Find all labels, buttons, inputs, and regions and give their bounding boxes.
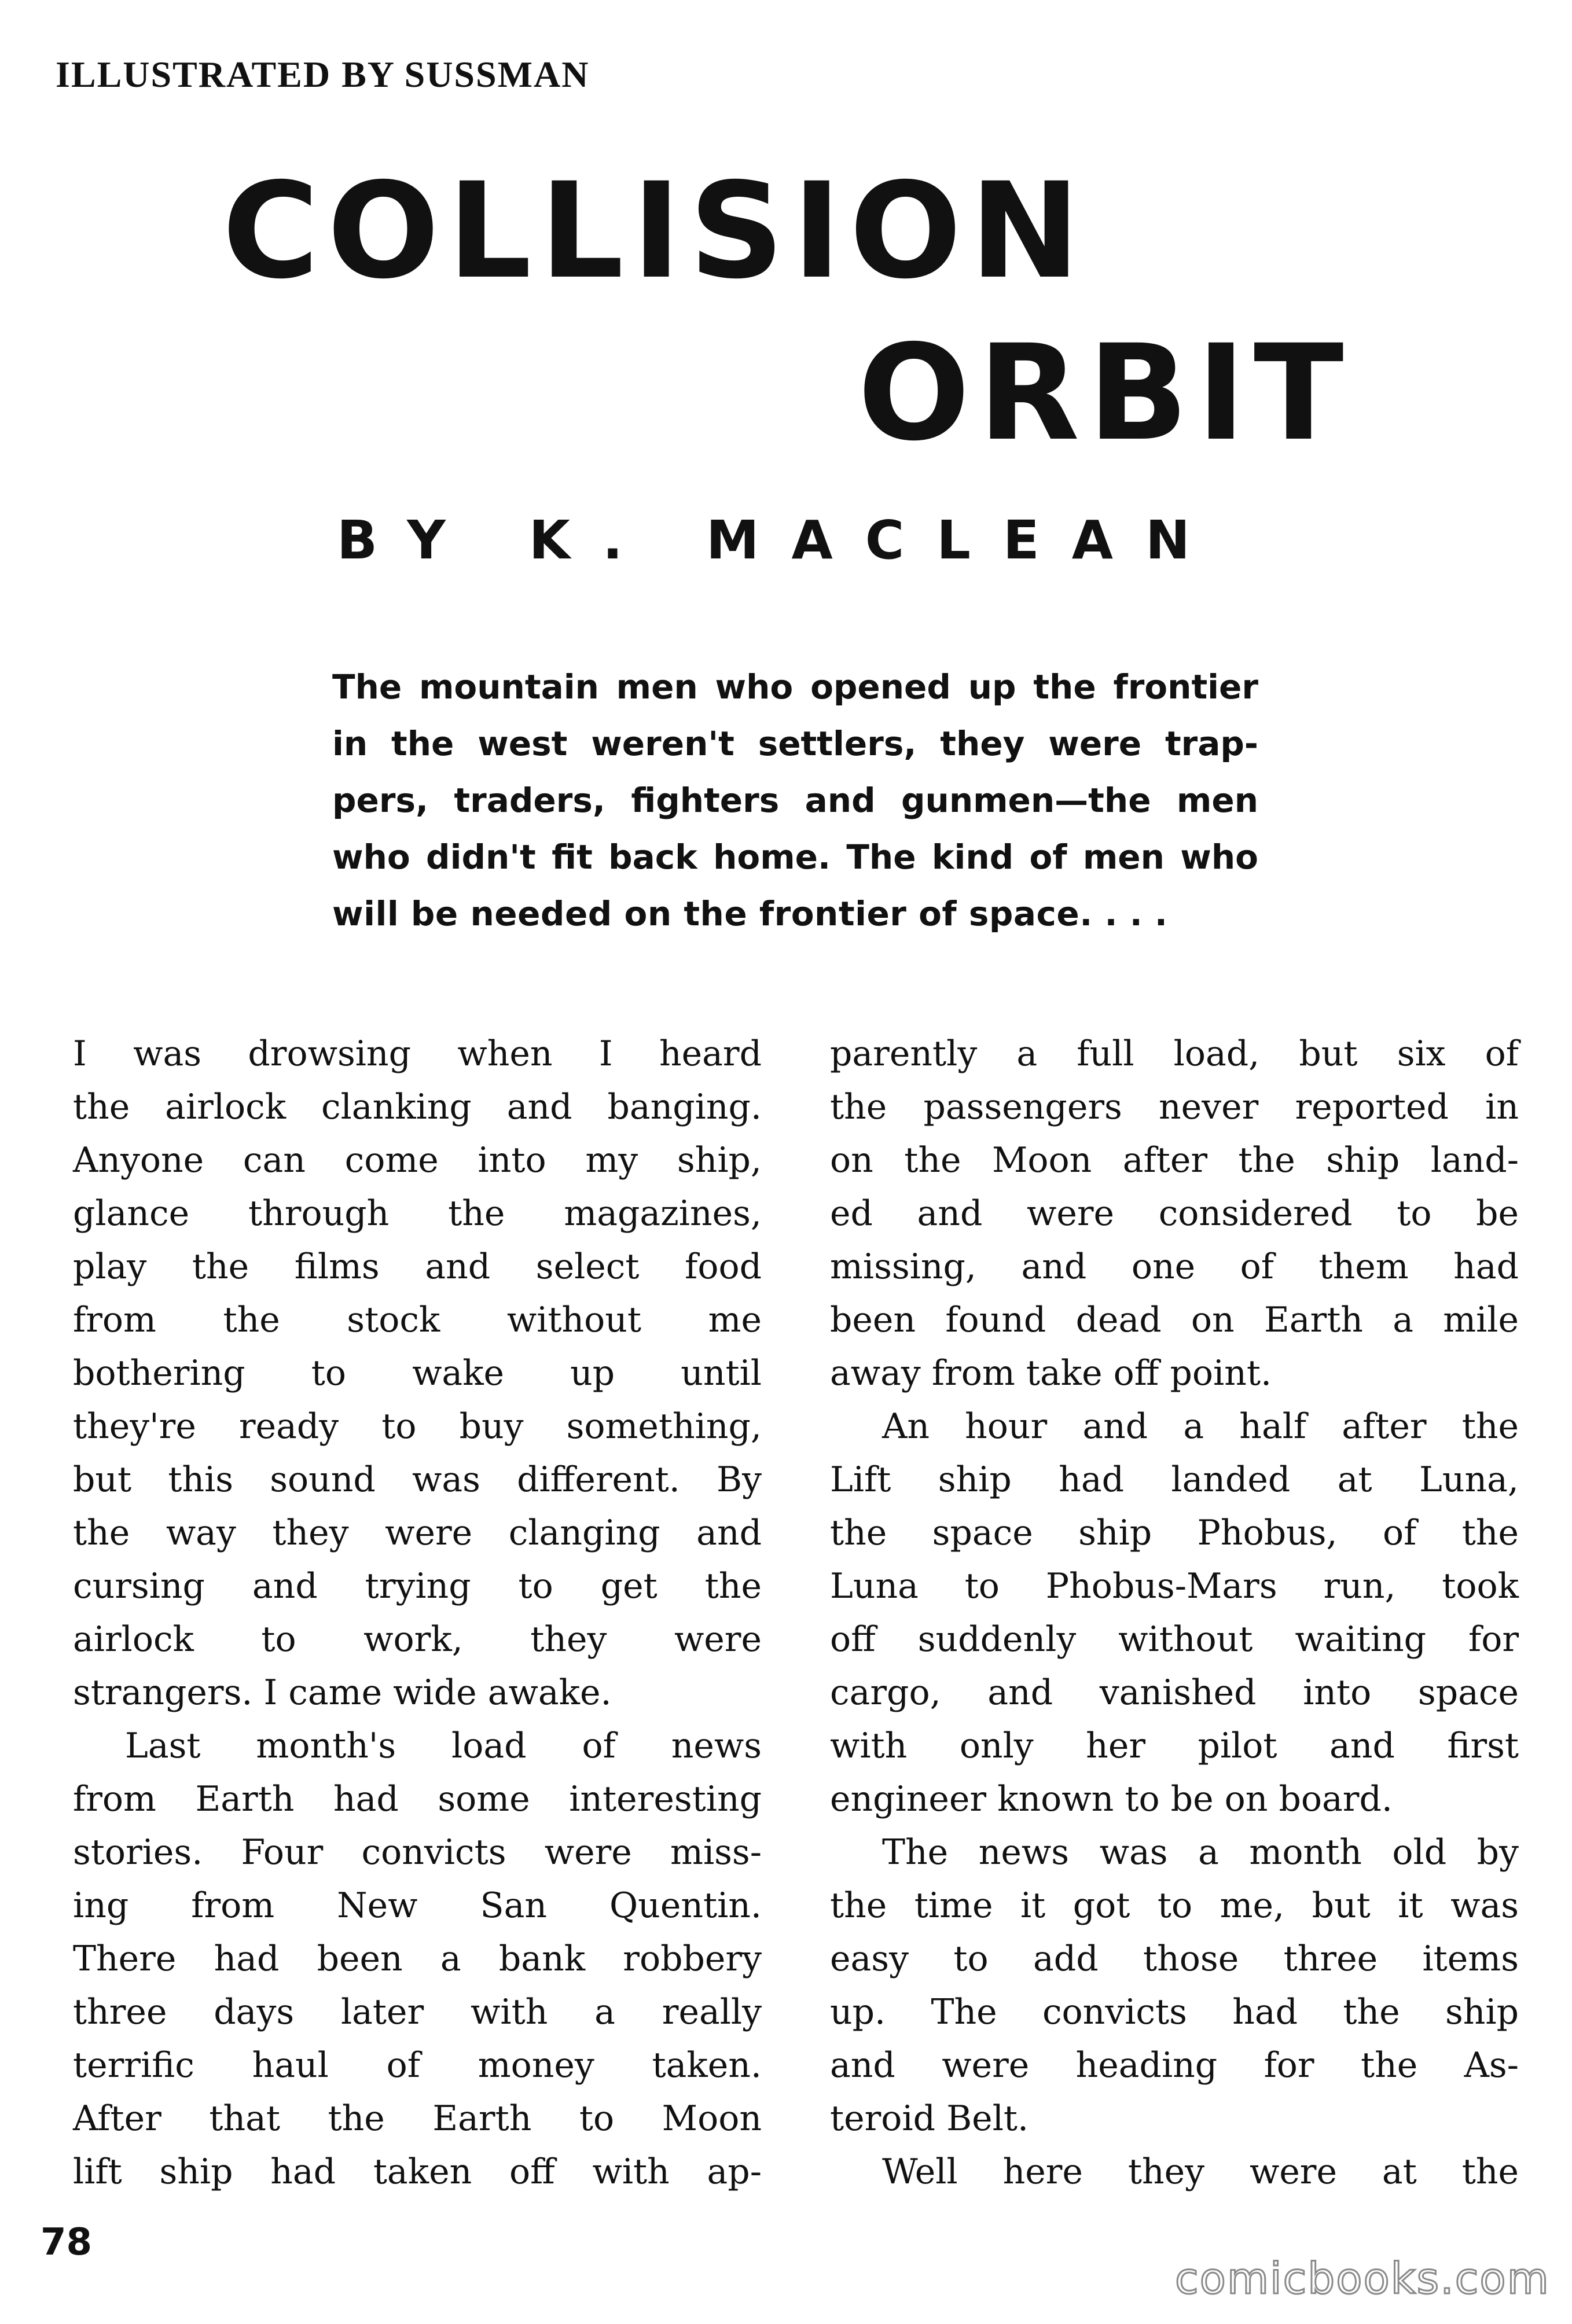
body-line: off suddenly without waiting for — [830, 1619, 1519, 1660]
body-line: The news was a month old by — [882, 1832, 1519, 1873]
body-line: been found dead on Earth a mile — [830, 1300, 1519, 1340]
blurb-line: who didn't fit back home. The kind of men who — [332, 837, 1258, 877]
body-line: but this sound was different. By — [73, 1459, 762, 1500]
body-line: engineer known to be on board. — [830, 1779, 1393, 1819]
body-line: ing from New San Quentin. — [73, 1885, 762, 1926]
body-line: up. The convicts had the ship — [830, 1992, 1519, 2032]
body-line: parently a full load, but six of — [830, 1034, 1519, 1074]
body-line: with only her pilot and first — [830, 1726, 1519, 1766]
story-title-line-1: COLLISION — [222, 154, 1089, 308]
body-line: the time it got to me, but it was — [830, 1885, 1519, 1926]
story-blurb — [332, 659, 1258, 942]
body-line: three days later with a really — [73, 1992, 762, 2032]
body-line: Anyone can come into my ship, — [73, 1140, 762, 1181]
body-line: There had been a bank robbery — [73, 1939, 762, 1979]
author-byline: BY K. MACLEAN — [337, 509, 1222, 571]
body-line: missing, and one of them had — [830, 1246, 1519, 1287]
body-line: airlock to work, they were — [73, 1619, 762, 1660]
body-line: Well here they were at the — [882, 2152, 1519, 2192]
page-number: 78 — [41, 2221, 93, 2264]
blurb-line: will be needed on the frontier of space. . . . — [332, 894, 1168, 933]
body-line: on the Moon after the ship land- — [830, 1140, 1519, 1181]
body-line: Last month's load of news — [125, 1726, 762, 1766]
illustrator-credit: ILLUSTRATED BY SUSSMAN — [56, 54, 590, 95]
body-line: the space ship Phobus, of the — [830, 1513, 1519, 1553]
body-line: the way they were clanging and — [73, 1513, 762, 1553]
body-line: easy to add those three items — [830, 1939, 1519, 1979]
body-line: glance through the magazines, — [73, 1193, 762, 1234]
body-line: from the stock without me — [73, 1300, 762, 1340]
body-line: stories. Four convicts were miss- — [73, 1832, 762, 1873]
story-title-line-2: ORBIT — [858, 316, 1352, 470]
body-line: cursing and trying to get the — [73, 1566, 762, 1606]
body-line: and were heading for the As- — [830, 2045, 1519, 2086]
body-line: the airlock clanking and banging. — [73, 1087, 762, 1127]
blurb-line: in the west weren't settlers, they were trap- — [332, 724, 1258, 763]
body-line: teroid Belt. — [830, 2098, 1029, 2139]
body-column-right — [830, 1027, 1519, 2198]
body-line: Luna to Phobus-Mars run, took — [830, 1566, 1519, 1606]
body-line: After that the Earth to Moon — [73, 2098, 762, 2139]
body-line: cargo, and vanished into space — [830, 1672, 1519, 1713]
body-line: lift ship had taken off with ap- — [73, 2152, 762, 2192]
body-line: away from take off point. — [830, 1353, 1272, 1393]
body-line: An hour and a half after the — [882, 1406, 1519, 1447]
body-line: terrific haul of money taken. — [73, 2045, 762, 2086]
body-line: the passengers never reported in — [830, 1087, 1519, 1127]
body-line: Lift ship had landed at Luna, — [830, 1459, 1519, 1500]
body-line: ed and were considered to be — [830, 1193, 1519, 1234]
site-watermark: comicbooks.com — [1175, 2254, 1550, 2304]
body-column-left — [73, 1027, 762, 2198]
body-line: I was drowsing when I heard — [73, 1034, 762, 1074]
body-line: strangers. I came wide awake. — [73, 1672, 612, 1713]
body-line: play the films and select food — [73, 1246, 762, 1287]
body-line: bothering to wake up until — [73, 1353, 762, 1393]
blurb-line: The mountain men who opened up the frontier — [332, 667, 1258, 707]
body-line: they're ready to buy something, — [73, 1406, 762, 1447]
blurb-line: pers, traders, fighters and gunmen—the men — [332, 781, 1258, 820]
body-line: from Earth had some interesting — [73, 1779, 762, 1819]
